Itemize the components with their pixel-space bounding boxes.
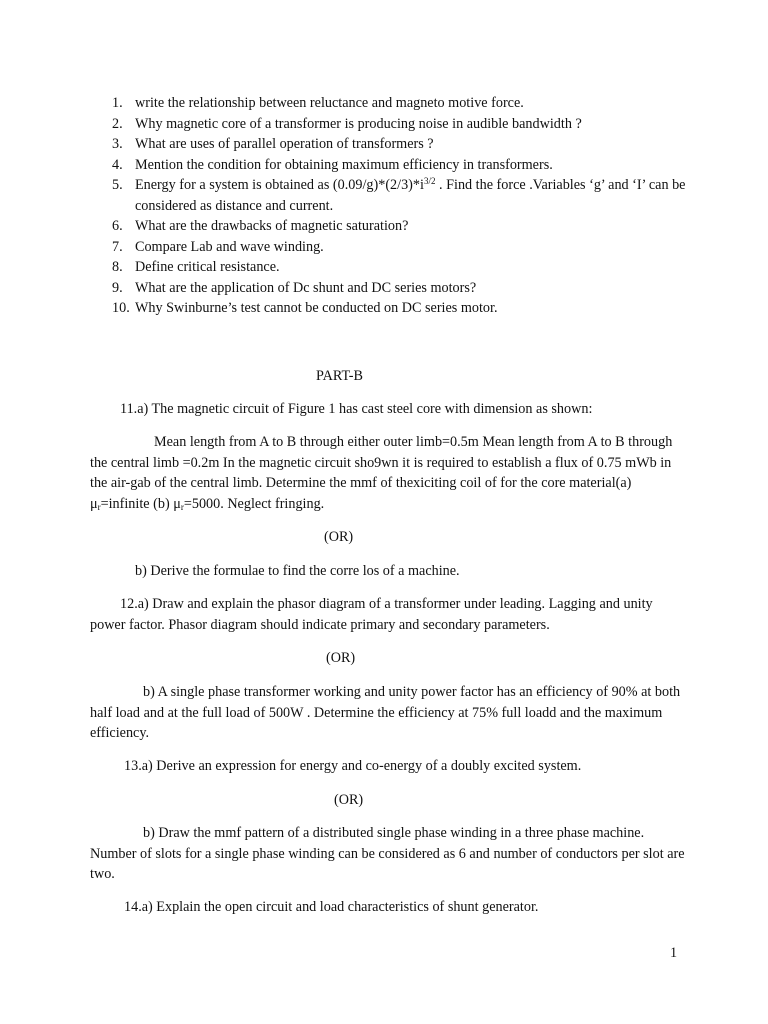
question-text: Define critical resistance. (135, 259, 280, 275)
question-item (112, 298, 712, 319)
question-number: 8. (112, 259, 123, 275)
mu-subscript: r (97, 501, 101, 512)
part-b-heading: PART-B (316, 368, 363, 384)
question-text: Compare Lab and wave winding. (135, 238, 324, 255)
question-item (112, 114, 712, 135)
question-number: 3. (112, 136, 123, 152)
question-number: 2. (112, 115, 123, 132)
question-item (112, 278, 712, 299)
question-12a: 12.a) Draw and explain the phasor diagram of a transformer under leading. Lagging and unity power factor. Phasor diagram should indicate primary and secondary parameters. (90, 596, 653, 633)
question-text: Mention the condition for obtaining maximum efficiency in transformers. (135, 156, 553, 173)
part-a-question-list (112, 93, 712, 319)
question-text-post: . Find the force .Variables ‘g’ and ‘I’ can be considered as distance and current. (135, 177, 686, 214)
question-item (112, 257, 712, 278)
question-text: What are uses of parallel operation of transformers ? (135, 136, 434, 152)
question-11a-detail (90, 432, 690, 514)
question-13a: 13.a) Derive an expression for energy and co-energy of a doubly excited system. (124, 758, 582, 774)
question-number: 1. (112, 95, 123, 111)
question-text (135, 175, 712, 216)
question-11a-detail-text: =5000. Neglect fringing. (183, 495, 325, 512)
question-item (112, 237, 712, 258)
question-11b: b) Derive the formulae to find the corre los of a machine. (135, 563, 460, 579)
question-11a-detail-text: Mean length from A to B through either outer limb=0.5m Mean length from A to B through the central limb =0.2m In the magnetic circuit sho9wn it is required to establish a flux of 0.75 mWb in the air-gab of the central limb. Determine the mmf of thexiciting coil of for the core material(a) μ (90, 434, 673, 512)
mu-subscript: r (180, 501, 184, 512)
question-text-pre: Energy for a system is obtained as (0.09/g)*(2/3)*i (135, 177, 424, 193)
question-number: 7. (112, 238, 123, 255)
or-divider: (OR) (334, 792, 364, 808)
question-number: 5. (112, 177, 123, 193)
question-number: 10. (112, 300, 130, 316)
question-number: 6. (112, 218, 123, 234)
question-text: What are the drawbacks of magnetic saturation? (135, 218, 409, 234)
question-11a: 11.a) The magnetic circuit of Figure 1 has cast steel core with dimension as shown: (120, 401, 593, 417)
question-text: What are the application of Dc shunt and DC series motors? (135, 279, 477, 296)
question-13b: b) Draw the mmf pattern of a distributed single phase winding in a three phase machine. Number of slots for a single phase winding can be considered as 6 and number of conductors per slot are two. (90, 825, 685, 882)
question-12b: b) A single phase transformer working and unity power factor has an efficiency of 90% at both half load and at the full load of 500W . Determine the efficiency at 75% full loadd and the maximum efficiency. (90, 684, 681, 741)
question-number: 9. (112, 279, 123, 296)
page-number: 1 (670, 945, 678, 961)
question-item (112, 93, 712, 114)
question-11a-detail-text: =infinite (b) μ (100, 495, 181, 512)
or-divider: (OR) (324, 529, 354, 545)
question-text: Why magnetic core of a transformer is producing noise in audible bandwidth ? (135, 115, 582, 132)
question-item (112, 216, 712, 237)
question-item (112, 155, 712, 176)
question-text: write the relationship between reluctance and magneto motive force. (135, 95, 524, 111)
question-14a: 14.a) Explain the open circuit and load characteristics of shunt generator. (124, 899, 539, 915)
question-item (112, 134, 712, 155)
question-number: 4. (112, 156, 123, 173)
exponent-superscript: 3/2 (423, 176, 436, 186)
or-divider: (OR) (326, 650, 356, 666)
question-item (112, 175, 712, 216)
question-text: Why Swinburne’s test cannot be conducted on DC series motor. (135, 300, 498, 316)
